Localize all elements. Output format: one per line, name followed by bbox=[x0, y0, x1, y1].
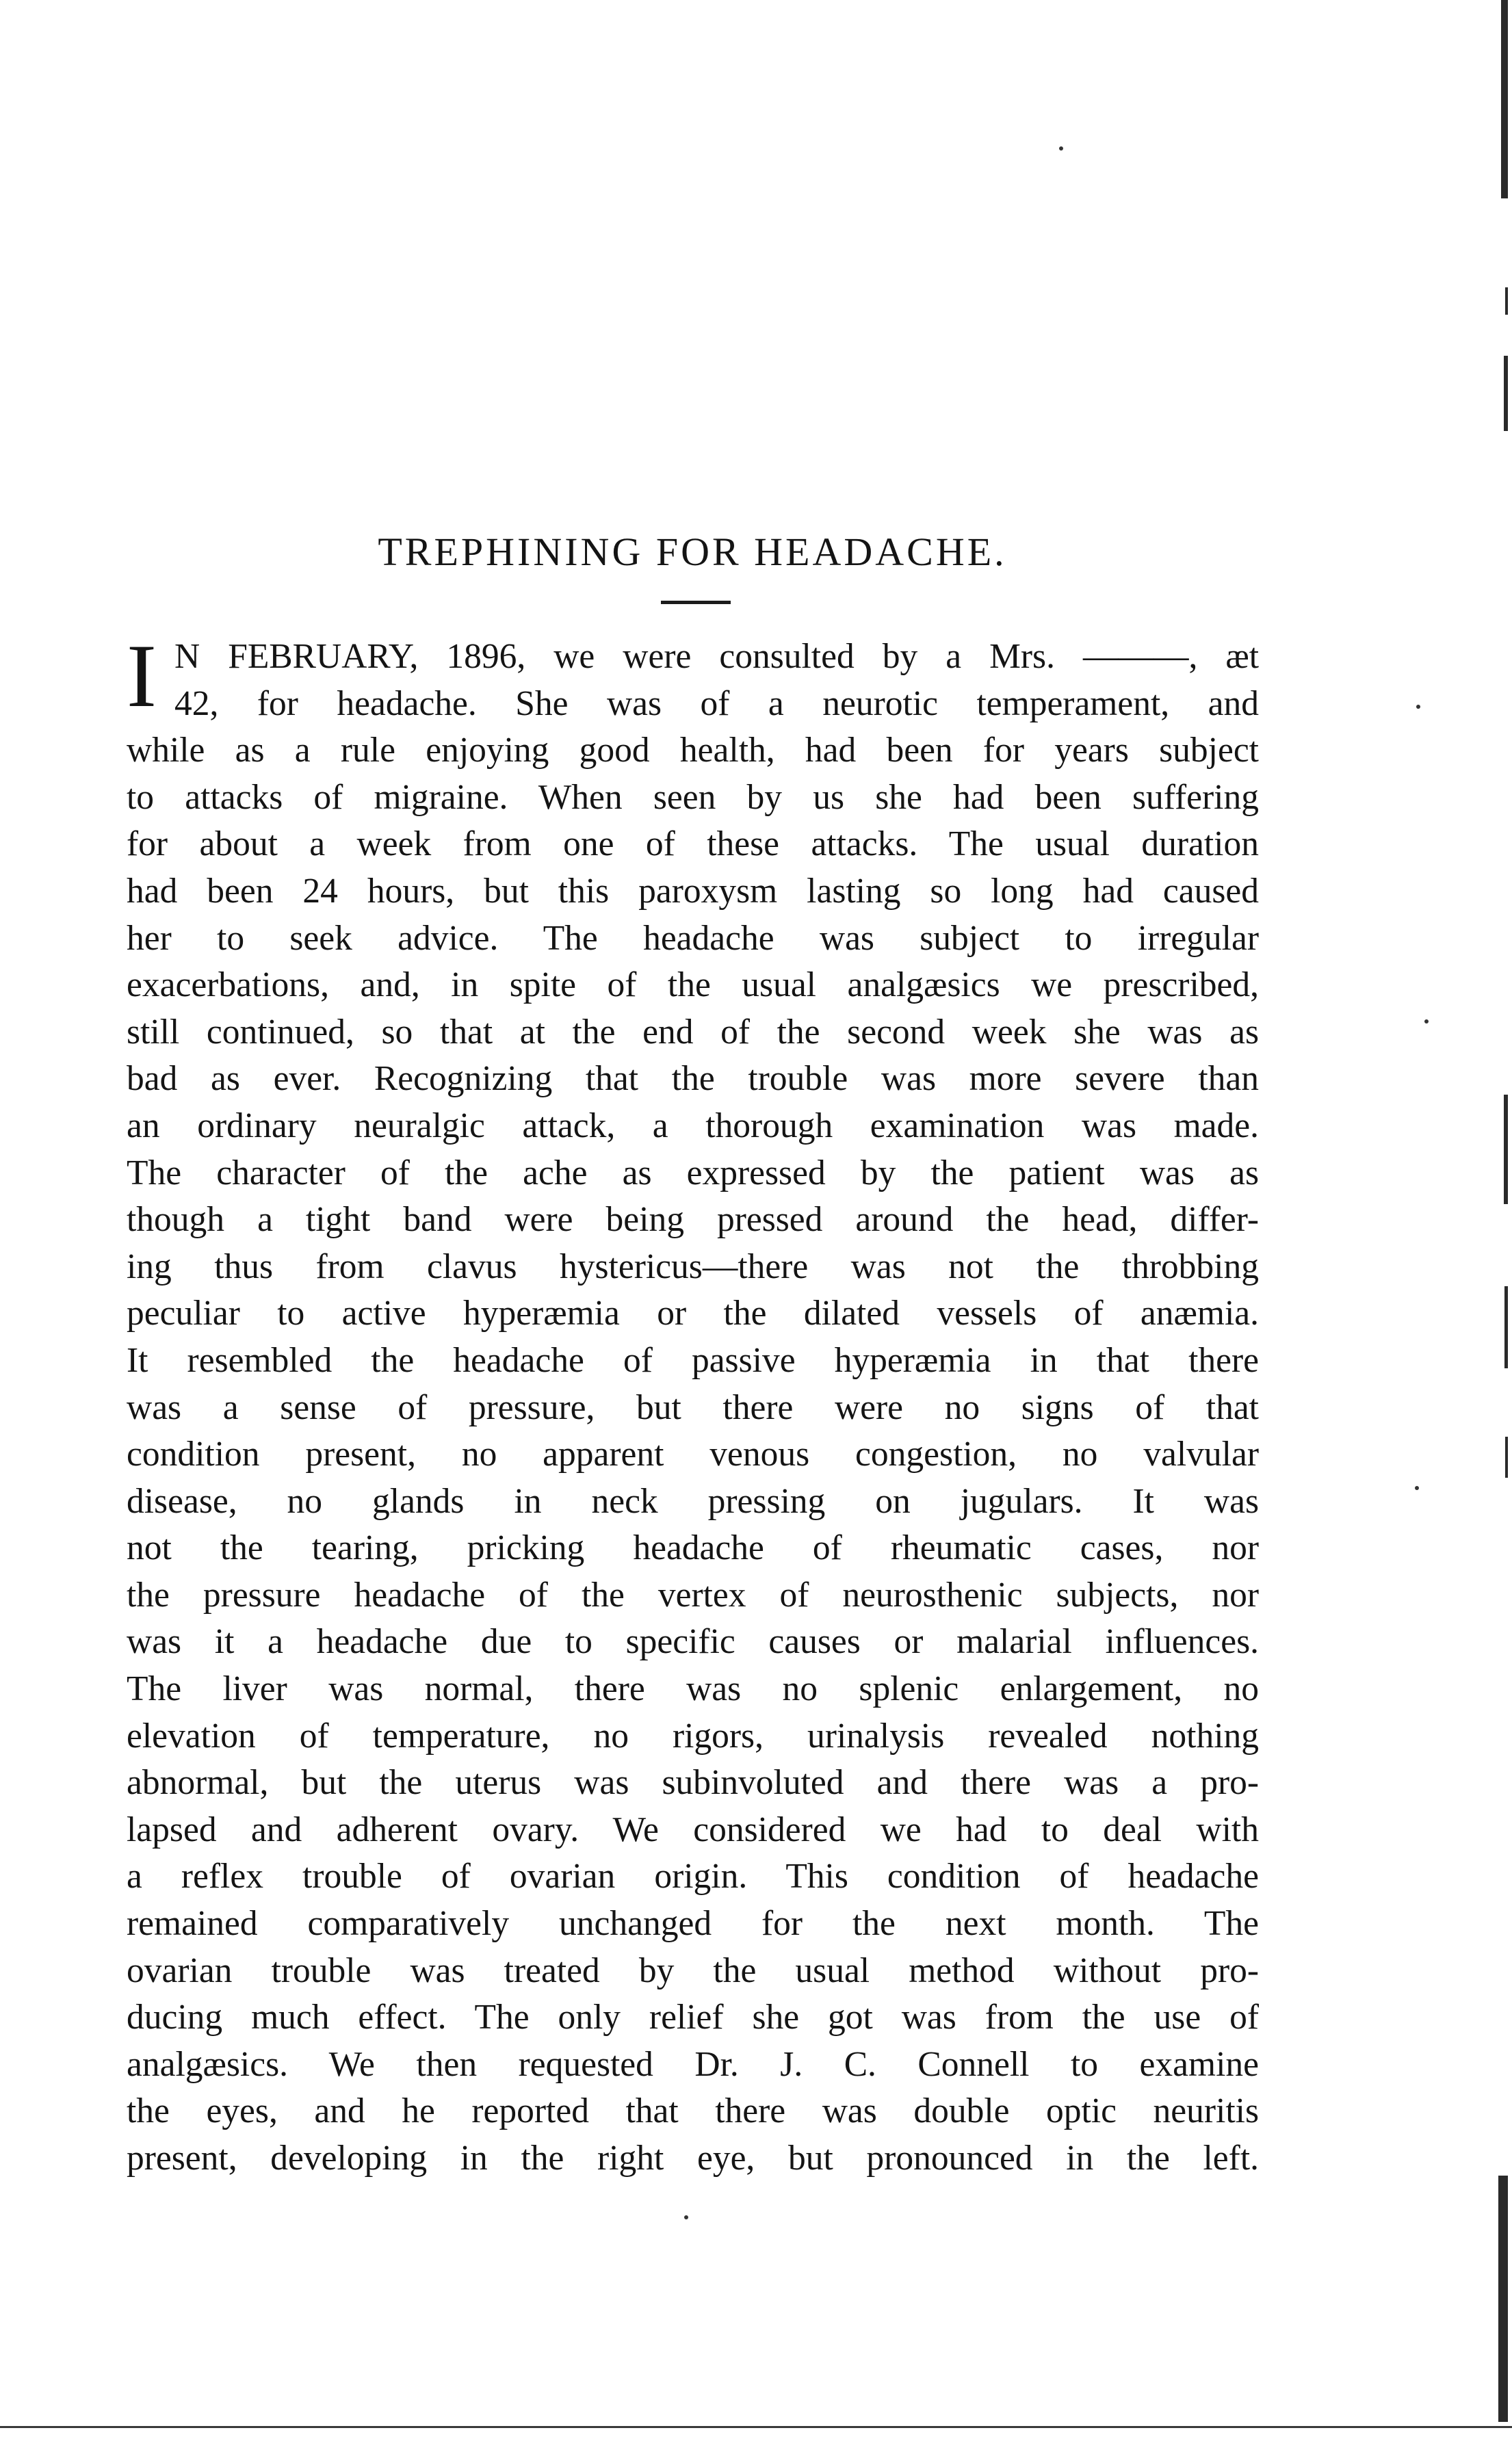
speck bbox=[1424, 1019, 1429, 1023]
speck bbox=[1415, 1486, 1419, 1490]
text-line: abnormal, but the uterus was subinvoluted and there was a pro- bbox=[127, 1763, 1259, 1803]
text-line: disease, no glands in neck pressing on jugulars. It was bbox=[127, 1481, 1259, 1521]
text-line: ducing much effect. The only relief she got was from the use of bbox=[127, 1998, 1259, 2037]
text-line: ovarian trouble was treated by the usual method without pro- bbox=[127, 1951, 1259, 1990]
text-line: to attacks of migraine. When seen by us she had been suffering bbox=[127, 777, 1259, 817]
text-line: though a tight band were being pressed around the head, differ- bbox=[127, 1200, 1259, 1240]
drop-cap: I bbox=[127, 625, 157, 726]
speck bbox=[1059, 146, 1063, 151]
edge-mark bbox=[1504, 1286, 1508, 1368]
text-line: still continued, so that at the end of the second week she was as bbox=[127, 1012, 1259, 1052]
text-line: bad as ever. Recognizing that the trouble was more severe than bbox=[127, 1059, 1259, 1099]
body-paragraph bbox=[127, 625, 1259, 2182]
text-line: It resembled the headache of passive hyperæmia in that there bbox=[127, 1340, 1259, 1380]
edge-mark bbox=[1504, 356, 1508, 431]
text-line: analgæsics. We then requested Dr. J. C. Connell to examine bbox=[127, 2044, 1259, 2084]
text-line: was a sense of pressure, but there were no signs of that bbox=[127, 1387, 1259, 1427]
text-line: not the tearing, pricking headache of rheumatic cases, nor bbox=[127, 1528, 1259, 1568]
text-line: condition present, no apparent venous congestion, no valvular bbox=[127, 1435, 1259, 1474]
text-line: for about a week from one of these attacks. The usual duration bbox=[127, 824, 1259, 864]
text-line: her to seek advice. The headache was subject to irregular bbox=[127, 918, 1259, 958]
text-line: had been 24 hours, but this paroxysm lasting so long had caused bbox=[127, 871, 1259, 911]
text-line: the eyes, and he reported that there was double optic neuritis bbox=[127, 2091, 1259, 2131]
text-line: was it a headache due to specific causes or malarial influences. bbox=[127, 1622, 1259, 1662]
text-line: a reflex trouble of ovarian origin. This condition of headache bbox=[127, 1857, 1259, 1896]
speck bbox=[684, 2215, 688, 2219]
text-line: peculiar to active hyperæmia or the dilated vessels of anæmia. bbox=[127, 1294, 1259, 1333]
text-line-last: present, developing in the right eye, but pronounced in the left. bbox=[127, 2139, 1259, 2178]
text-line: lapsed and adherent ovary. We considered we had to deal with bbox=[127, 1810, 1259, 1849]
text-line: remained comparatively unchanged for the next month. The bbox=[127, 1904, 1259, 1944]
edge-mark bbox=[1504, 1095, 1508, 1204]
edge-mark bbox=[1505, 287, 1508, 315]
text-line: The character of the ache as expressed by the patient was as bbox=[127, 1153, 1259, 1192]
text-line-content: N FEBRUARY, 1896, we were consulted by a Mrs. ———, æt bbox=[174, 637, 1259, 676]
text-line: The liver was normal, there was no splenic enlargement, no bbox=[127, 1669, 1259, 1709]
bottom-scan-edge bbox=[0, 2426, 1512, 2428]
title-rule bbox=[661, 601, 731, 604]
text-line: 42, for headache. She was of a neurotic temperament, and bbox=[174, 683, 1259, 723]
page-edge-scan-marks bbox=[1486, 0, 1512, 2452]
edge-mark bbox=[1501, 0, 1508, 198]
text-line: while as a rule enjoying good health, had been for years subject bbox=[127, 731, 1259, 770]
text-line: the pressure headache of the vertex of neurosthenic subjects, nor bbox=[127, 1575, 1259, 1615]
text-line: elevation of temperature, no rigors, urinalysis revealed nothing bbox=[127, 1716, 1259, 1756]
chapter-title: TREPHINING FOR HEADACHE. bbox=[378, 530, 1007, 574]
speck bbox=[1416, 705, 1420, 709]
text-line: an ordinary neuralgic attack, a thorough examination was made. bbox=[127, 1106, 1259, 1145]
text-line: ing thus from clavus hystericus—there was not the throbbing bbox=[127, 1247, 1259, 1286]
edge-mark bbox=[1498, 2176, 1508, 2422]
edge-mark bbox=[1505, 1437, 1508, 1478]
text-line: exacerbations, and, in spite of the usual analgæsics we prescribed, bbox=[127, 965, 1259, 1005]
